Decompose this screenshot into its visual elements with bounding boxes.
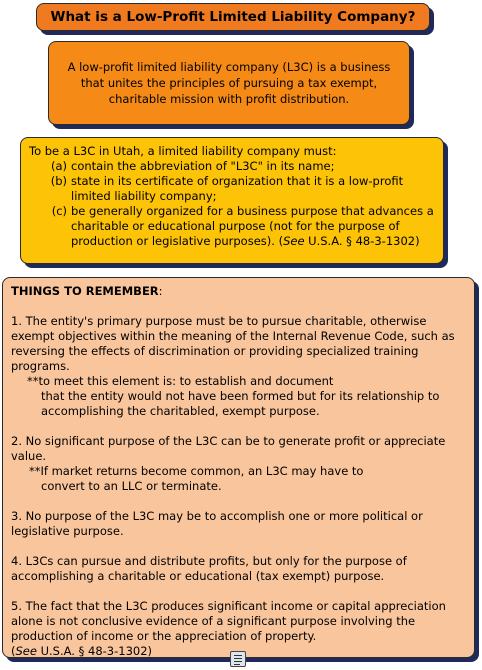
remember-heading-colon: : — [158, 284, 163, 298]
requirement-text — [71, 204, 435, 249]
see-signal: See — [283, 234, 305, 248]
definition-text: A low-profit limited liability company (L3C) is a business that unites the principles of pursuing a tax exempt, charitable mission with profit distribution. — [67, 60, 391, 106]
remember-point-3: 3. No purpose of the L3C may be to accomplish one or more political or legislative purpose. — [11, 509, 423, 538]
point-note-rest: convert to an LLC or terminate. — [41, 479, 222, 493]
title-text: What is a Low-Profit Limited Liability Company? — [50, 9, 416, 25]
definition-box — [48, 41, 410, 125]
see-signal: See — [15, 644, 37, 658]
remember-point-2 — [11, 434, 466, 494]
point-note-rest: that the entity would not have been formed but for its relationship to accomplishing the charitabled, exempt purpose. — [41, 389, 440, 418]
point-text: 2. No significant purpose of the L3C can be to generate profit or appreciate value. — [11, 434, 446, 463]
point-text: 5. The fact that the L3C produces significant income or capital appreciation alone is not conclusive evidence of a significant purpose involving the production of income or the appreciation of property. — [11, 599, 446, 643]
citation-open: ( — [11, 644, 16, 658]
remember-point-5 — [11, 599, 466, 659]
title-box — [36, 3, 430, 31]
point-note-first-line: **If market returns become common, an L3C may have to — [29, 464, 364, 478]
remember-heading-text: THINGS TO REMEMBER — [11, 284, 159, 298]
requirement-letter: (c) — [51, 204, 67, 218]
requirement-item — [29, 204, 435, 249]
requirement-item — [29, 159, 435, 174]
requirements-box — [20, 137, 444, 264]
citation: U.S.A. § 48-3-1302) — [36, 644, 153, 658]
remember-point-4: 4. L3Cs can pursue and distribute profits, but only for the purpose of accomplishing a charitable or educational (tax exempt) purpose. — [11, 554, 407, 583]
citation: U.S.A. § 48-3-1302) — [304, 234, 420, 248]
point-text: 1. The entity's primary purpose must be to pursue charitable, otherwise exempt objectives within the meaning of the Internal Revenue Code, such as reversing the effects of discrimination or providing specialized training programs. — [11, 314, 455, 373]
requirement-letter: (b) — [50, 174, 67, 188]
remember-box — [2, 277, 475, 658]
notes-icon[interactable] — [230, 651, 246, 667]
requirement-item — [29, 174, 435, 204]
requirements-intro: To be a L3C in Utah, a limited liability company must: — [29, 144, 337, 158]
requirement-text-main: be generally organized for a business purpose that advances a charitable or educational purpose (not for the purpose of production or legislative purposes). ( — [71, 204, 434, 248]
remember-point-1 — [11, 314, 466, 419]
requirement-text: contain the abbreviation of "L3C" in its name; — [71, 159, 335, 173]
requirement-letter: (a) — [50, 159, 67, 173]
remember-heading — [11, 284, 466, 299]
requirement-text: state in its certificate of organization that it is a low-profit limited liability company; — [71, 174, 404, 203]
point-note-first-line: **to meet this element is: to establish and document — [27, 374, 334, 388]
